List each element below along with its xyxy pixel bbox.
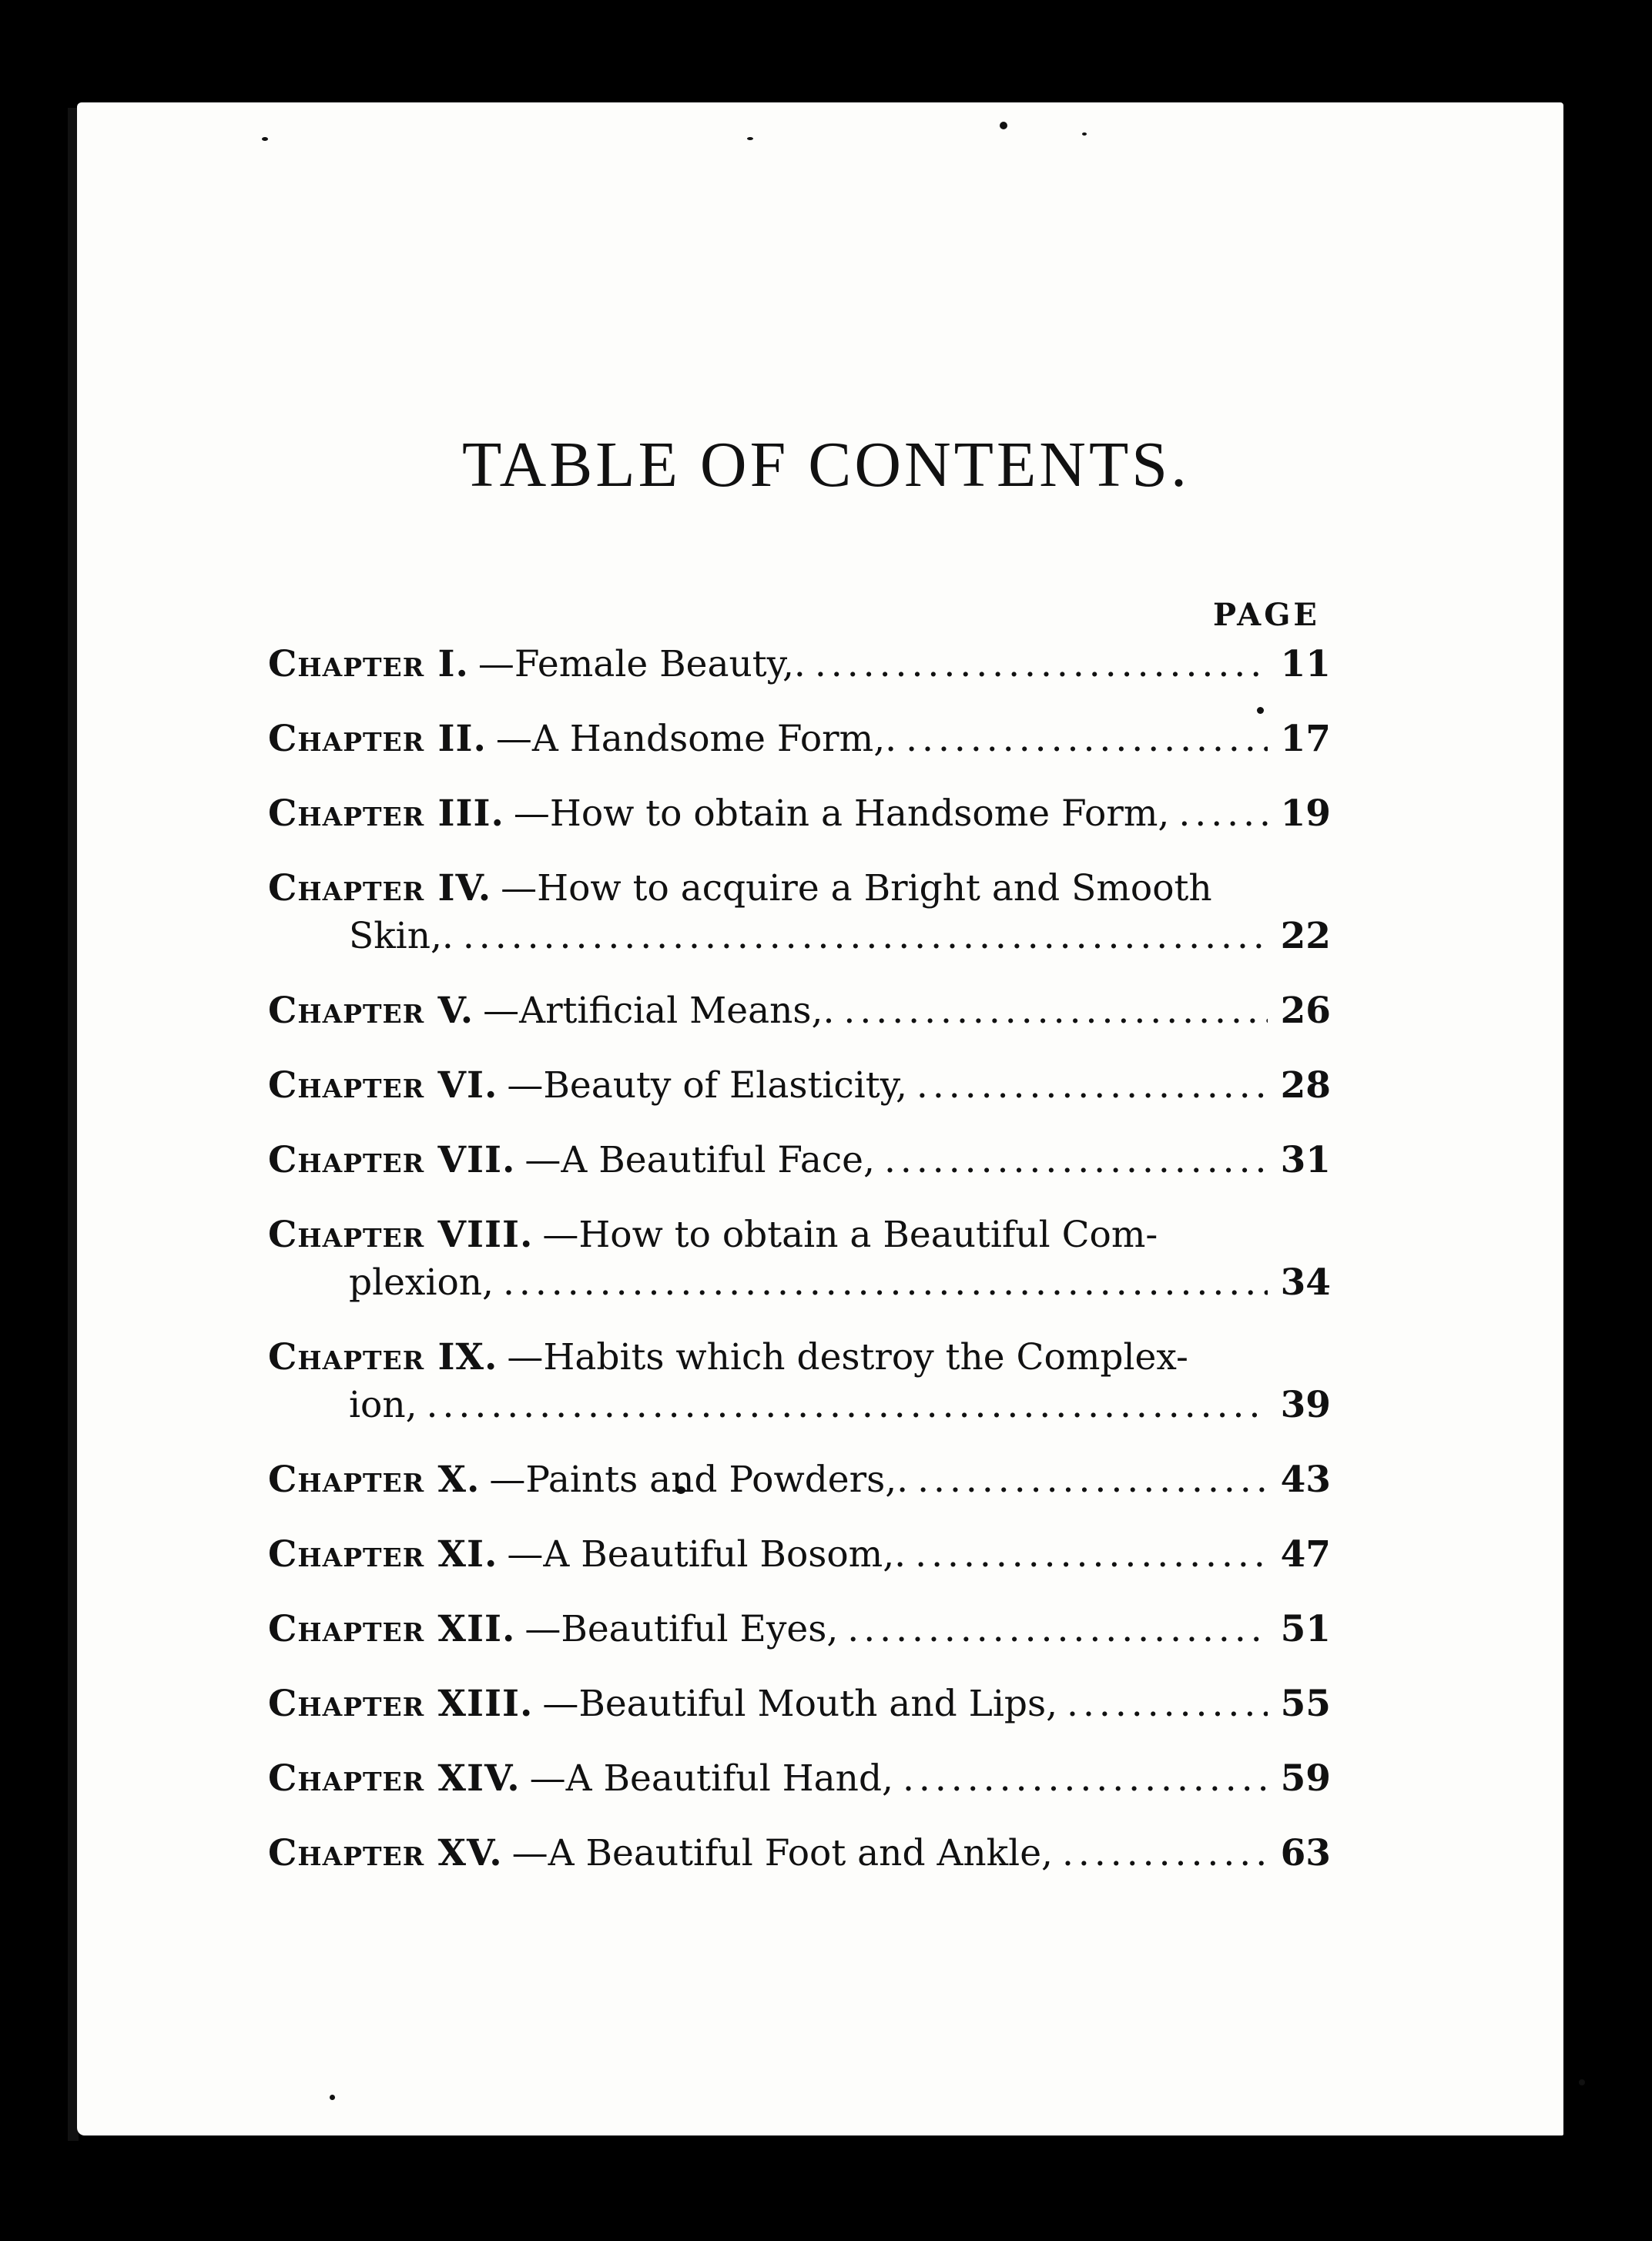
toc-entry-line (268, 1334, 1331, 1382)
toc-entry (268, 1062, 1331, 1110)
page-number: 26 (1280, 990, 1331, 1032)
chapter-number: XI. (437, 1533, 498, 1576)
toc-entry (268, 1137, 1331, 1184)
page-number: 59 (1280, 1757, 1331, 1800)
chapter-label (268, 1062, 498, 1110)
dot-leader (884, 1137, 1268, 1184)
dot-leader (1067, 1680, 1268, 1728)
page-number: 34 (1280, 1261, 1331, 1304)
toc-entry (268, 790, 1331, 838)
toc-entry-line (268, 715, 1331, 763)
page-number: 63 (1280, 1832, 1331, 1874)
chapter-label (268, 865, 491, 913)
chapter-word: Chapter (268, 1608, 425, 1650)
toc-entry-line (268, 1382, 1331, 1429)
dot-leader (903, 1755, 1268, 1803)
chapter-title: —Female Beauty,. (478, 643, 806, 685)
chapter-title: Skin,. (349, 915, 454, 957)
chapter-label (268, 641, 469, 688)
scan-speck (330, 2095, 335, 2100)
chapter-label (268, 1211, 533, 1259)
chapter-title: —A Beautiful Face, (524, 1139, 875, 1181)
chapter-label (268, 715, 487, 763)
chapter-number: V. (437, 990, 474, 1032)
toc-entry-line (268, 1680, 1331, 1728)
chapter-label (268, 1680, 533, 1728)
dot-leader (906, 715, 1268, 763)
page-column-header: PAGE (1213, 597, 1320, 633)
toc-entry-line (268, 1259, 1331, 1307)
chapter-number: VI. (437, 1064, 498, 1107)
dot-leader (815, 641, 1268, 688)
chapter-title: —A Beautiful Hand, (529, 1757, 893, 1800)
chapter-number: III. (437, 792, 504, 835)
scan-speck (1082, 132, 1087, 136)
chapter-label (268, 790, 504, 838)
chapter-word: Chapter (268, 990, 425, 1032)
chapter-word: Chapter (268, 643, 425, 685)
toc-entry-line (268, 987, 1331, 1035)
scan-speck (1579, 2079, 1585, 2085)
dot-leader (503, 1259, 1268, 1307)
toc-entry-line (268, 1830, 1331, 1878)
chapter-word: Chapter (268, 718, 425, 760)
scan-speck (262, 137, 268, 141)
toc-entry (268, 1211, 1331, 1307)
page-title: TABLE OF CONTENTS. (462, 429, 1190, 501)
chapter-title: —How to acquire a Bright and Smooth (501, 867, 1212, 909)
chapter-label (268, 1137, 515, 1184)
chapter-title: —Paints and Powders,. (489, 1459, 909, 1501)
chapter-word: Chapter (268, 1683, 425, 1725)
chapter-title: —A Handsome Form,. (495, 718, 897, 760)
chapter-word: Chapter (268, 1336, 425, 1378)
chapter-title: plexion, (349, 1261, 494, 1304)
chapter-title: —How to obtain a Beautiful Com- (542, 1214, 1158, 1256)
chapter-word: Chapter (268, 867, 425, 909)
toc-entry (268, 641, 1331, 688)
page-number: 22 (1280, 915, 1331, 957)
chapter-label (268, 1456, 480, 1504)
scan-speck (1000, 122, 1007, 129)
chapter-number: VIII. (437, 1214, 534, 1256)
chapter-label (268, 1830, 503, 1878)
toc-entry (268, 987, 1331, 1035)
chapter-title: —Beauty of Elasticity, (507, 1064, 907, 1107)
page-number: 51 (1280, 1608, 1331, 1650)
toc-entry-line (268, 1062, 1331, 1110)
dot-leader (427, 1382, 1268, 1429)
toc-entry-line (268, 865, 1331, 913)
page-number: 39 (1280, 1384, 1331, 1426)
chapter-word: Chapter (268, 1139, 425, 1181)
toc-entry (268, 1755, 1331, 1803)
toc-entry-line (268, 790, 1331, 838)
chapter-number: XII. (437, 1608, 516, 1650)
chapter-label (268, 1755, 521, 1803)
toc-entry (268, 1680, 1331, 1728)
chapter-word: Chapter (268, 1832, 425, 1874)
toc-entry-line (268, 1606, 1331, 1653)
dot-leader (843, 987, 1268, 1035)
page-number: 11 (1280, 643, 1331, 685)
chapter-title: —Beautiful Mouth and Lips, (542, 1683, 1058, 1725)
toc-entry-line (268, 1211, 1331, 1259)
dot-leader (847, 1606, 1268, 1653)
chapter-title: —A Beautiful Foot and Ankle, (511, 1832, 1053, 1874)
chapter-title: ion, (349, 1384, 417, 1426)
table-of-contents (268, 641, 1331, 1904)
toc-entry-line (268, 641, 1331, 688)
chapter-number: VII. (437, 1139, 516, 1181)
chapter-label (268, 1531, 498, 1579)
dot-leader (1178, 790, 1268, 838)
page-number: 31 (1280, 1139, 1331, 1181)
page-number: 19 (1280, 792, 1331, 835)
chapter-number: II. (437, 718, 487, 760)
toc-entry-line (268, 1456, 1331, 1504)
scan-speck (747, 137, 753, 140)
dot-leader (915, 1531, 1268, 1579)
chapter-label (268, 987, 474, 1035)
chapter-title: —Habits which destroy the Complex- (507, 1336, 1188, 1378)
chapter-title: —How to obtain a Handsome Form, (513, 792, 1170, 835)
dot-leader (1062, 1830, 1268, 1878)
toc-entry-line (268, 1531, 1331, 1579)
chapter-word: Chapter (268, 1533, 425, 1576)
chapter-number: I. (437, 643, 469, 685)
chapter-number: XIV. (437, 1757, 521, 1800)
chapter-word: Chapter (268, 1757, 425, 1800)
toc-entry (268, 865, 1331, 960)
chapter-number: XV. (437, 1832, 503, 1874)
page-number: 55 (1280, 1683, 1331, 1725)
chapter-word: Chapter (268, 792, 425, 835)
toc-entry-line (268, 913, 1331, 960)
page-number: 17 (1280, 718, 1331, 760)
chapter-number: X. (437, 1459, 481, 1501)
chapter-number: IX. (437, 1336, 498, 1378)
toc-entry-line (268, 1137, 1331, 1184)
chapter-word: Chapter (268, 1064, 425, 1107)
dot-leader (916, 1062, 1268, 1110)
page-number: 28 (1280, 1064, 1331, 1107)
chapter-label (268, 1606, 515, 1653)
toc-entry (268, 1531, 1331, 1579)
toc-entry-line (268, 1755, 1331, 1803)
toc-entry (268, 1456, 1331, 1504)
chapter-title: —A Beautiful Bosom,. (507, 1533, 906, 1576)
chapter-label (268, 1334, 498, 1382)
chapter-word: Chapter (268, 1459, 425, 1501)
page-number: 47 (1280, 1533, 1331, 1576)
page-number: 43 (1280, 1459, 1331, 1501)
chapter-number: XIII. (437, 1683, 534, 1725)
chapter-title: —Beautiful Eyes, (524, 1608, 839, 1650)
chapter-word: Chapter (268, 1214, 425, 1256)
toc-entry (268, 1334, 1331, 1429)
chapter-number: IV. (437, 867, 492, 909)
dot-leader (917, 1456, 1268, 1504)
toc-entry (268, 1830, 1331, 1878)
toc-entry (268, 715, 1331, 763)
dot-leader (463, 913, 1268, 960)
chapter-title: —Artificial Means,. (483, 990, 835, 1032)
toc-entry (268, 1606, 1331, 1653)
